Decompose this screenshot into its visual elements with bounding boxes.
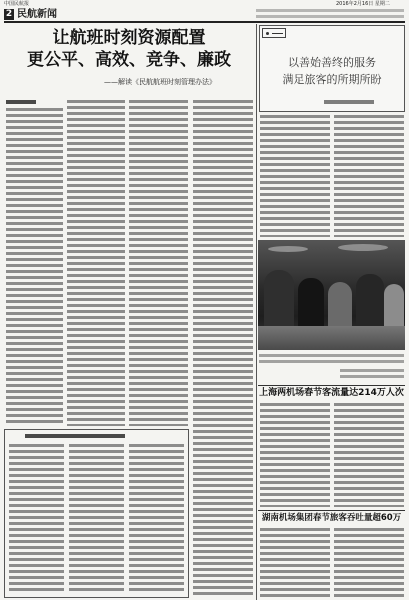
lead-body-column [193,100,253,598]
issue-date: 2016年2月16日 星期二 [336,1,390,7]
lead-headline-line1: 让航班时刻资源配置 [52,28,206,48]
boxed-article [4,429,189,598]
photo-caption [259,354,404,366]
commentary-title-line2: 满足旅客的所期所盼 [282,73,382,86]
column-logo [262,28,286,38]
shanghai-body-column [260,403,330,507]
logo-stroke [272,33,283,34]
lead-subheadline: ——解读《民航航班时刻管理办法》 [104,78,216,86]
commentary-title-line1: 以善始善终的服务 [288,56,376,69]
shanghai-body-column [334,403,404,507]
masthead-rule [4,21,405,23]
editor-credits [256,9,404,19]
commentary-body-column [260,115,330,237]
boxed-article-column [9,444,64,594]
hunan-headline: 湖南机场集团春节旅客吞吐量超60万 [261,513,402,523]
section-rule [258,510,405,511]
photo-ceiling-light [338,244,388,251]
lead-headline-line2: 更公平、高效、竞争、廉政 [27,50,231,70]
photo-ceiling-light [268,246,308,252]
photo-credit [340,369,404,381]
column-divider [256,24,257,600]
boxed-article-column [129,444,184,594]
commentary-body-column [334,115,404,237]
section-title: 民航新闻 [17,9,57,20]
lead-body-column [67,100,125,426]
boxed-article-column [69,444,124,594]
photo-counter [258,326,405,350]
lead-byline [6,100,36,105]
commentary-box [259,25,405,112]
hunan-body-column [260,528,330,598]
lead-body-column [6,108,63,426]
section-rule [258,385,405,386]
page-number-badge: 2 [5,9,13,19]
paper-name: 中国民航报 [4,1,30,7]
logo-dot-icon [266,32,269,35]
lead-body-column [129,100,188,426]
hunan-body-column [334,528,404,598]
news-photo [258,240,405,350]
boxed-article-title [25,434,125,439]
commentary-byline [324,100,374,105]
shanghai-headline: 上海两机场春节客流量达214万人次 [259,388,404,398]
